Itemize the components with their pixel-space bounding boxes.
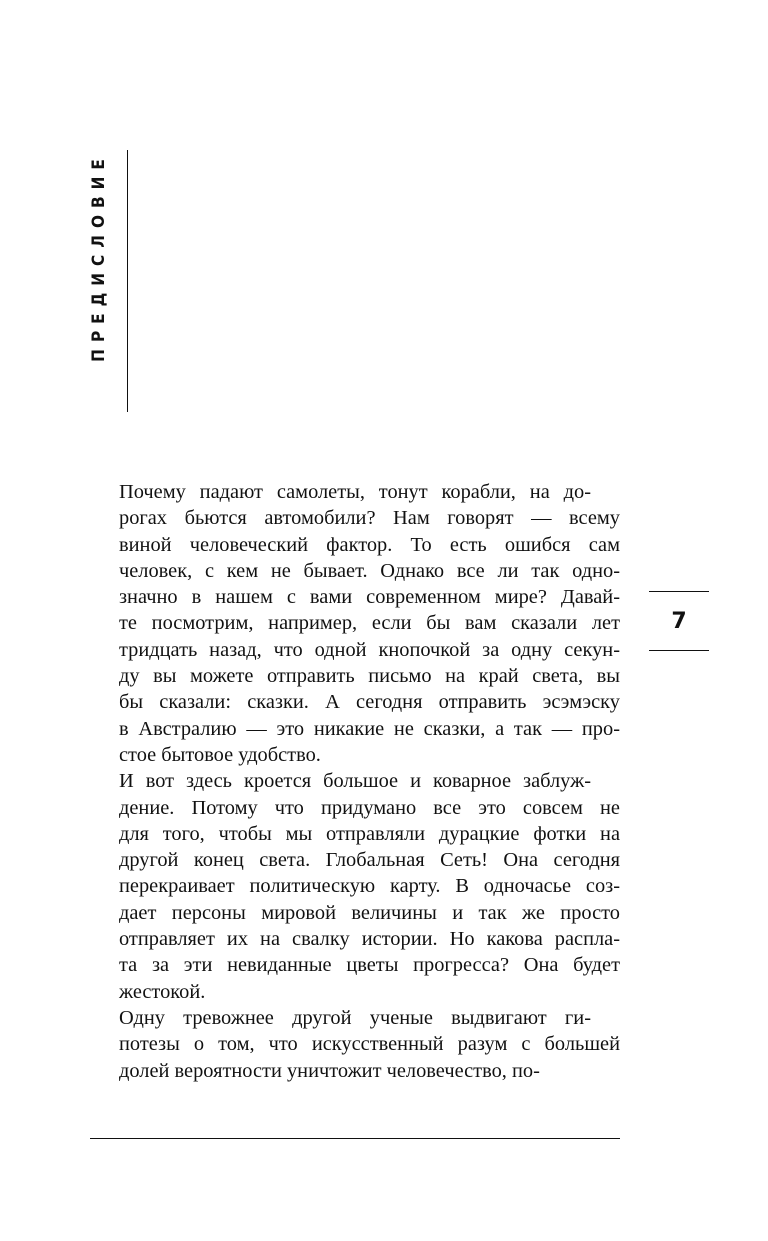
- text-line: отправляет их на свалку истории. Но какова распла-: [119, 928, 620, 951]
- text-line: тридцать назад, что одной кнопочкой за одну секун-: [119, 638, 620, 661]
- chapter-divider: [127, 150, 128, 412]
- paragraph-1: [90, 479, 620, 768]
- body-text: [90, 479, 620, 1084]
- paragraph-3: [90, 1005, 620, 1084]
- text-line: те посмотрим, например, если бы вам сказали лет: [119, 612, 620, 635]
- text-line: перекраивает политическую карту. В одночасье соз-: [119, 875, 620, 898]
- page-number: 7: [671, 608, 687, 634]
- text-line: та за эти невиданные цветы прогресса? Она будет: [119, 954, 620, 977]
- text-line: дение. Потому что придумано все это совсем не: [119, 796, 620, 819]
- text-line: для того, чтобы мы отправляли дурацкие фотки на: [119, 822, 620, 845]
- text-line: ду вы можете отправить письмо на край света, вы: [119, 665, 620, 688]
- text-line: долей вероятности уничтожит человечество, по-: [119, 1059, 540, 1082]
- text-line: Одну тревожнее другой ученые выдвигают ги-: [119, 1006, 591, 1029]
- chapter-title: [86, 150, 112, 412]
- text-line: рогах бьются автомобили? Нам говорят — всему: [119, 507, 620, 530]
- text-line: стое бытовое удобство.: [119, 743, 321, 766]
- paragraph-2: [90, 768, 620, 1005]
- text-line: дает персоны мировой величины и так же просто: [119, 901, 620, 924]
- text-line: И вот здесь кроется большое и коварное заблуж-: [119, 770, 591, 793]
- text-line: значно в нашем с вами современном мире? Давай-: [119, 586, 620, 609]
- text-line: жестокой.: [119, 980, 206, 1003]
- text-line: виной человеческий фактор. То есть ошибся сам: [119, 533, 620, 556]
- text-line: в Австралию — это никакие не сказки, а так — про-: [119, 717, 620, 740]
- text-line: другой конец света. Глобальная Сеть! Она сегодня: [119, 849, 620, 872]
- page-number-block: [649, 591, 709, 651]
- text-line: Почему падают самолеты, тонут корабли, на до-: [119, 481, 591, 503]
- text-line: потезы о том, что искусственный разум с большей: [119, 1033, 620, 1056]
- chapter-title-text: ПРЕДИСЛОВИЕ: [89, 152, 109, 362]
- text-line: человек, с кем не бывает. Однако все ли так одно-: [119, 559, 620, 582]
- footer-divider: [90, 1138, 620, 1139]
- chapter-header: [86, 150, 128, 412]
- text-line: бы сказали: сказки. А сегодня отправить эсэмэску: [119, 691, 620, 714]
